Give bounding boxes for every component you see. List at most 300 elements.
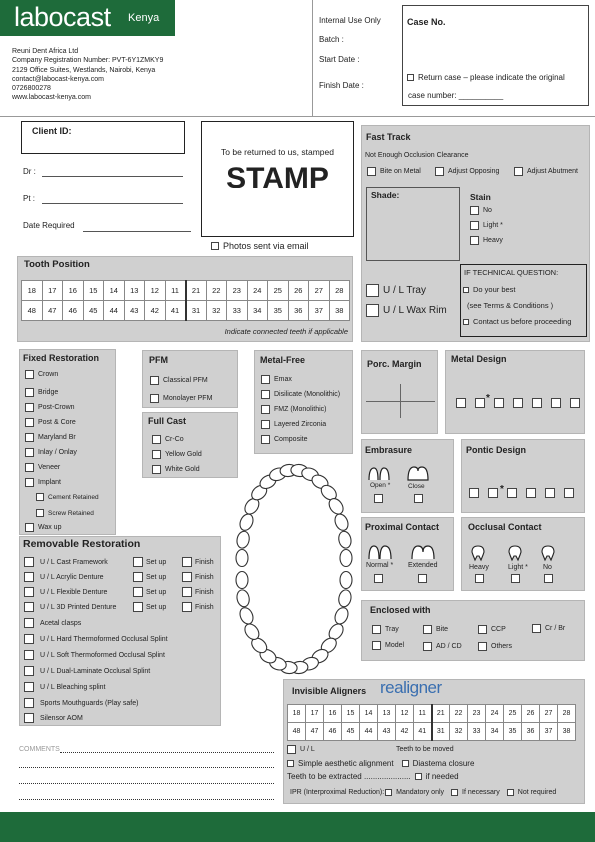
enclosed-bite-checkbox[interactable] [423, 625, 432, 634]
occlusal-heavy-checkbox[interactable] [475, 574, 484, 583]
arch-tooth-icon [235, 589, 250, 608]
proximal-normal-checkbox[interactable] [374, 574, 383, 583]
metal-free-title: Metal-Free [260, 355, 306, 365]
arch-tooth-icon [337, 589, 352, 608]
comments-line[interactable] [60, 752, 274, 753]
setup-checkbox[interactable] [133, 602, 143, 612]
fixed-checkbox[interactable] [25, 418, 34, 427]
removable-checkbox[interactable] [24, 666, 34, 676]
tooth-cell-lower[interactable]: 48 [22, 301, 43, 321]
layered-zirconia-checkbox[interactable] [261, 420, 270, 429]
proximal-normal-label: Normal * [366, 562, 394, 569]
technical-question-title: IF TECHNICAL QUESTION: [464, 268, 559, 277]
tooth-cell-lower[interactable]: 46 [63, 301, 84, 321]
invisible-aligners-panel [283, 679, 585, 804]
aligner-tooth-cell-lower[interactable]: 36 [522, 723, 540, 741]
tooth-cell-lower[interactable]: 44 [104, 301, 125, 321]
finish-label: Finish [195, 573, 214, 581]
enclosed-ccp-checkbox[interactable] [478, 625, 487, 634]
finish-checkbox[interactable] [182, 557, 192, 567]
pfm-label: Classical PFM [163, 377, 208, 384]
logo-bar [0, 0, 175, 36]
pontic-checkbox[interactable] [507, 488, 517, 498]
fixed-label: Crown [38, 371, 59, 378]
comments-label: COMMENTS [19, 746, 60, 753]
aligner-tooth-cell-upper[interactable]: 25 [504, 705, 522, 723]
fixed-checkbox[interactable] [25, 403, 34, 412]
finish-label: Finish [195, 603, 214, 611]
proximal-extended-checkbox[interactable] [418, 574, 427, 583]
implant-option: Cement Retained [48, 493, 99, 501]
stamp-instruction: To be returned to us, stamped [221, 147, 334, 157]
dr-field[interactable] [42, 176, 183, 177]
aligner-tooth-cell-lower[interactable]: 34 [486, 723, 504, 741]
pontic-checkbox[interactable] [469, 488, 479, 498]
option-label: Adjust Abutment [527, 168, 578, 175]
adjust-abutment-checkbox[interactable] [514, 167, 523, 176]
metal-free-panel [254, 350, 353, 454]
setup-checkbox[interactable] [133, 587, 143, 597]
proximal-extended-icon [411, 544, 435, 560]
tooth-cell-upper[interactable]: 22 [206, 281, 227, 301]
ipr-option: Not required [517, 789, 557, 796]
fixed-checkbox[interactable] [25, 388, 34, 397]
setup-checkbox[interactable] [133, 557, 143, 567]
proximal-contact-panel [361, 517, 454, 591]
tooth-cell-lower[interactable]: 37 [309, 301, 330, 321]
removable-checkbox[interactable] [24, 698, 34, 708]
fixed-checkbox[interactable] [25, 478, 34, 487]
full-cast-label: White Gold [165, 466, 200, 473]
cement-retained-checkbox[interactable] [36, 493, 44, 501]
pontic-star: * [500, 484, 504, 495]
emax-checkbox[interactable] [261, 375, 270, 384]
aligner-tooth-cell-lower[interactable]: 37 [540, 723, 558, 741]
tooth-cell-upper[interactable]: 11 [165, 281, 186, 301]
metal-design-title: Metal Design [451, 354, 507, 364]
arch-tooth-icon [340, 550, 352, 567]
ipr-not-required-checkbox[interactable] [507, 789, 514, 796]
pontic-design-panel [461, 439, 585, 513]
pt-field[interactable] [42, 203, 183, 204]
batch-label: Batch : [319, 35, 344, 44]
tooth-cell-upper[interactable]: 27 [309, 281, 330, 301]
removable-label: U / L Cast Framework [40, 558, 108, 566]
aligner-tooth-cell-upper[interactable]: 11 [414, 705, 432, 723]
arch-tooth-icon [333, 606, 351, 626]
aligner-tooth-chart[interactable] [287, 704, 576, 741]
aligner-tooth-cell-upper[interactable]: 18 [288, 705, 306, 723]
company-line[interactable]: contact@labocast-kenya.com [12, 75, 104, 83]
footer-bar [0, 812, 595, 842]
company-line: 0726800278 [12, 85, 51, 93]
fixed-label: Bridge [38, 389, 59, 396]
comments-line[interactable] [19, 783, 274, 784]
date-required-field[interactable] [83, 231, 191, 232]
photos-checkbox[interactable] [211, 242, 219, 250]
metal-free-label: Emax [274, 376, 292, 383]
tooth-cell-upper[interactable]: 18 [22, 281, 43, 301]
fast-track-panel [361, 125, 590, 342]
shade-label: Shade: [371, 190, 400, 200]
monolayer-pfm-checkbox[interactable] [150, 394, 159, 403]
embrasure-close-label: Close [408, 483, 425, 490]
full-cast-label: Yellow Gold [165, 451, 202, 458]
tooth-cell-lower[interactable]: 35 [268, 301, 289, 321]
removable-label: U / L Dual-Laminate Occlusal Splint [40, 667, 151, 675]
disilicate-checkbox[interactable] [261, 390, 270, 399]
pontic-design-title: Pontic Design [466, 445, 527, 455]
enclosed-model-checkbox[interactable] [372, 641, 381, 650]
date-required-label: Date Required [23, 221, 75, 230]
removable-label: U / L Flexible Denture [40, 588, 108, 596]
arch-tooth-icon [238, 606, 256, 626]
removable-checkbox[interactable] [24, 618, 34, 628]
client-id-box[interactable] [21, 121, 185, 154]
fixed-checkbox[interactable] [25, 433, 34, 442]
tooth-cell-upper[interactable]: 14 [104, 281, 125, 301]
aligner-tooth-cell-lower[interactable]: 44 [360, 723, 378, 741]
return-case-number[interactable]: case number: __________ [408, 91, 504, 100]
wax-rim-checkbox[interactable] [366, 304, 379, 317]
removable-label: Acetal clasps [40, 619, 82, 627]
setup-label: Set up [146, 588, 167, 596]
metal-design-checkbox[interactable] [456, 398, 466, 408]
tooth-cell-lower[interactable]: 33 [227, 301, 248, 321]
enclosed-label: AD / CD [436, 643, 462, 650]
porc-margin-v-line [400, 384, 401, 418]
fmz-checkbox[interactable] [261, 405, 270, 414]
aligner-tooth-cell-lower[interactable]: 47 [306, 723, 324, 741]
simple-alignment-label: Simple aesthetic alignment [298, 759, 394, 768]
tooth-cell-upper[interactable]: 23 [227, 281, 248, 301]
embrasure-open-checkbox[interactable] [374, 494, 383, 503]
setup-label: Set up [146, 573, 167, 581]
return-case-text: Return case – please indicate the original [418, 73, 565, 82]
tooth-cell-lower[interactable]: 45 [83, 301, 104, 321]
fixed-label: Implant [38, 479, 61, 486]
composite-checkbox[interactable] [261, 435, 270, 444]
setup-label: Set up [146, 558, 167, 566]
company-line: Reuni Dent Africa Ltd [12, 48, 79, 55]
aligner-tooth-cell-lower[interactable]: 42 [396, 723, 414, 741]
aligner-tooth-cell-lower[interactable]: 31 [432, 723, 450, 741]
tooth-cell-upper[interactable]: 13 [124, 281, 145, 301]
enclosed-label: Bite [436, 626, 449, 633]
removable-label: U / L Soft Thermoformed Occlusal Splint [40, 651, 165, 659]
aligner-tooth-cell-upper[interactable]: 21 [432, 705, 450, 723]
enclosed-cr-br-checkbox[interactable] [532, 624, 541, 633]
tooth-cell-upper[interactable]: 16 [63, 281, 84, 301]
proximal-normal-icon [368, 544, 392, 560]
removable-label: Silensor AOM [40, 714, 83, 722]
metal-free-label: FMZ (Monolithic) [274, 406, 327, 413]
tech-option: Contact us before proceeding [473, 317, 572, 326]
removable-checkbox[interactable] [24, 682, 34, 692]
tooth-cell-lower[interactable]: 36 [288, 301, 309, 321]
tooth-cell-lower[interactable]: 31 [186, 301, 207, 321]
if-needed-checkbox[interactable] [415, 773, 422, 780]
enclosed-ad-cd-checkbox[interactable] [423, 642, 432, 651]
tooth-cell-lower[interactable]: 47 [42, 301, 63, 321]
removable-checkbox[interactable] [24, 572, 34, 582]
stain-label: Heavy [483, 237, 503, 244]
realigner-logo: realigner [380, 678, 442, 697]
setup-checkbox[interactable] [133, 572, 143, 582]
metal-design-checkbox[interactable] [532, 398, 542, 408]
tech-option: Do your best [473, 285, 516, 294]
aligner-tooth-cell-lower[interactable]: 45 [342, 723, 360, 741]
company-line: Company Registration Number: PVT-6Y1ZMKY9 [12, 57, 164, 65]
fast-track-title: Fast Track [366, 132, 411, 142]
removable-checkbox[interactable] [24, 587, 34, 597]
aligner-tooth-cell-lower[interactable]: 41 [414, 723, 432, 741]
if-needed-label: if needed [425, 772, 459, 781]
porc-margin-panel [361, 350, 438, 434]
removable-label: Sports Mouthguards (Play safe) [40, 699, 139, 707]
screw-retained-checkbox[interactable] [36, 509, 44, 517]
tooth-position-note: Indicate connected teeth if applicable [224, 327, 348, 336]
diastema-label: Diastema closure [412, 759, 475, 768]
stain-no-checkbox[interactable] [470, 206, 479, 215]
invisible-aligners-title: Invisible Aligners [292, 686, 367, 696]
aligner-ul-label: U / L [300, 746, 315, 753]
aligner-tooth-cell-upper[interactable]: 28 [558, 705, 576, 723]
shade-box[interactable] [366, 187, 460, 261]
removable-label: U / L Hard Thermoformed Occlusal Splint [40, 635, 168, 643]
comments-line[interactable] [19, 767, 274, 768]
tooth-cell-lower[interactable]: 41 [165, 301, 186, 321]
case-no-label: Case No. [407, 17, 446, 27]
internal-use-label: Internal Use Only [319, 16, 381, 25]
setup-label: Set up [146, 603, 167, 611]
full-cast-panel [142, 412, 238, 478]
header-divider-h [0, 116, 595, 117]
classical-pfm-checkbox[interactable] [150, 376, 159, 385]
tooth-position-chart[interactable] [21, 280, 350, 321]
enclosed-with-panel [361, 600, 585, 661]
embrasure-close-checkbox[interactable] [414, 494, 423, 503]
metal-design-checkbox[interactable] [570, 398, 580, 408]
removable-label: U / L Bleaching splint [40, 683, 106, 691]
tooth-cell-lower[interactable]: 34 [247, 301, 268, 321]
wax-rim-label: U / L Wax Rim [383, 305, 447, 316]
metal-design-checkbox[interactable] [475, 398, 485, 408]
occlusal-no-label: No [543, 564, 552, 571]
aligner-tooth-cell-lower[interactable]: 48 [288, 723, 306, 741]
enclosed-label: Cr / Br [545, 625, 566, 632]
pfm-title: PFM [149, 355, 168, 365]
wax-up-label: Wax up [38, 524, 62, 531]
enclosed-label: CCP [491, 626, 506, 633]
contact-us-checkbox[interactable] [463, 319, 469, 325]
ipr-mandatory-checkbox[interactable] [385, 789, 392, 796]
company-line[interactable]: www.labocast-kenya.com [12, 94, 91, 102]
stain-heavy-checkbox[interactable] [470, 236, 479, 245]
aligner-tooth-cell-upper[interactable]: 14 [360, 705, 378, 723]
occlusal-no-checkbox[interactable] [544, 574, 553, 583]
enclosed-others-checkbox[interactable] [478, 642, 487, 651]
technical-question-box [460, 264, 587, 337]
metal-design-checkbox[interactable] [494, 398, 504, 408]
fixed-checkbox[interactable] [25, 463, 34, 472]
metal-free-label: Layered Zirconia [274, 421, 327, 428]
comments-line[interactable] [19, 799, 274, 800]
dental-arch-diagram[interactable] [234, 462, 354, 676]
ipr-label: IPR (Interproximal Reduction): [290, 789, 385, 796]
fixed-checkbox[interactable] [25, 370, 34, 379]
implant-option: Screw Retained [48, 509, 94, 517]
company-info [12, 47, 163, 103]
aligner-tooth-cell-lower[interactable]: 32 [450, 723, 468, 741]
teeth-moved-label: Teeth to be moved [396, 746, 454, 753]
removable-label: U / L 3D Printed Denture [40, 603, 117, 611]
pfm-label: Monolayer PFM [163, 395, 213, 402]
aligner-tooth-cell-lower[interactable]: 43 [378, 723, 396, 741]
fixed-label: Post & Core [38, 419, 76, 426]
start-date-label: Start Date : [319, 55, 360, 64]
metal-free-label: Disilicate (Monolithic) [274, 391, 341, 398]
tooth-cell-upper[interactable]: 28 [329, 281, 350, 301]
finish-date-label: Finish Date : [319, 81, 364, 90]
aligner-tooth-cell-lower[interactable]: 38 [558, 723, 576, 741]
tooth-cell-lower[interactable]: 32 [206, 301, 227, 321]
occlusal-contact-panel [461, 517, 585, 591]
fixed-restoration-panel [19, 349, 116, 535]
diastema-checkbox[interactable] [402, 760, 409, 767]
tooth-cell-upper[interactable]: 21 [186, 281, 207, 301]
tooth-cell-upper[interactable]: 26 [288, 281, 309, 301]
ipr-if-necessary-checkbox[interactable] [451, 789, 458, 796]
removable-restoration-panel [19, 536, 221, 726]
aligner-tooth-cell-upper[interactable]: 13 [378, 705, 396, 723]
do-your-best-checkbox[interactable] [463, 287, 469, 293]
removable-checkbox[interactable] [24, 557, 34, 567]
enclosed-label: Others [491, 643, 513, 650]
aligner-tooth-cell-upper[interactable]: 17 [306, 705, 324, 723]
full-cast-title: Full Cast [148, 416, 187, 426]
stain-label: Light * [483, 222, 503, 229]
metal-design-checkbox[interactable] [551, 398, 561, 408]
tooth-cell-upper[interactable]: 12 [145, 281, 166, 301]
option-label: Adjust Opposing [448, 168, 500, 175]
finish-checkbox[interactable] [182, 587, 192, 597]
fixed-label: Maryland Br [38, 434, 76, 441]
embrasure-title: Embrasure [365, 445, 413, 455]
adjust-opposing-checkbox[interactable] [435, 167, 444, 176]
embrasure-close-icon [407, 466, 429, 482]
stain-title: Stain [470, 192, 491, 202]
tooth-cell-lower[interactable]: 38 [329, 301, 350, 321]
tooth-cell-upper[interactable]: 15 [83, 281, 104, 301]
tooth-cell-upper[interactable]: 25 [268, 281, 289, 301]
aligner-tooth-cell-upper[interactable]: 24 [486, 705, 504, 723]
tooth-cell-upper[interactable]: 17 [42, 281, 63, 301]
header-divider-v [312, 0, 313, 116]
finish-label: Finish [195, 588, 214, 596]
return-case-checkbox[interactable] [407, 74, 414, 81]
aligner-tooth-cell-lower[interactable]: 35 [504, 723, 522, 741]
aligner-ul-checkbox[interactable] [287, 745, 296, 754]
aligner-tooth-cell-upper[interactable]: 15 [342, 705, 360, 723]
terms-link[interactable]: (see Terms & Conditions ) [467, 301, 554, 310]
stamp-box [201, 121, 354, 237]
yellow-gold-checkbox[interactable] [152, 450, 161, 459]
aligner-tooth-cell-upper[interactable]: 26 [522, 705, 540, 723]
fixed-label: Post-Crown [38, 404, 75, 411]
enclosed-tray-checkbox[interactable] [372, 625, 381, 634]
proximal-contact-title: Proximal Contact [365, 522, 440, 532]
cr-co-checkbox[interactable] [152, 435, 161, 444]
extracted-label[interactable]: Teeth to be extracted ..................... [287, 772, 411, 781]
removable-checkbox[interactable] [24, 650, 34, 660]
photos-label: Photos sent via email [223, 241, 309, 251]
enclosed-label: Tray [385, 626, 399, 633]
arch-tooth-icon [333, 512, 351, 532]
pontic-checkbox[interactable] [488, 488, 498, 498]
enclosed-with-title: Enclosed with [370, 605, 431, 615]
removable-checkbox[interactable] [24, 634, 34, 644]
full-cast-label: Cr-Co [165, 436, 184, 443]
ipr-option: If necessary [462, 789, 500, 796]
occlusal-light-label: Light * [508, 564, 528, 571]
tooth-cell-lower[interactable]: 42 [145, 301, 166, 321]
pfm-panel [142, 350, 238, 408]
occlusal-no-icon [540, 544, 556, 562]
tray-checkbox[interactable] [366, 284, 379, 297]
fixed-label: Veneer [38, 464, 61, 471]
aligner-tooth-cell-upper[interactable]: 12 [396, 705, 414, 723]
finish-checkbox[interactable] [182, 602, 192, 612]
pontic-checkbox[interactable] [564, 488, 574, 498]
arch-tooth-icon [236, 550, 248, 567]
occlusal-light-checkbox[interactable] [511, 574, 520, 583]
aligner-tooth-cell-upper[interactable]: 22 [450, 705, 468, 723]
tooth-position-panel [17, 256, 353, 342]
tooth-cell-lower[interactable]: 43 [124, 301, 145, 321]
pontic-checkbox[interactable] [545, 488, 555, 498]
aligner-tooth-cell-upper[interactable]: 23 [468, 705, 486, 723]
arch-tooth-icon [235, 530, 250, 549]
pontic-checkbox[interactable] [526, 488, 536, 498]
stain-light-checkbox[interactable] [470, 221, 479, 230]
aligner-tooth-cell-lower[interactable]: 33 [468, 723, 486, 741]
embrasure-open-icon [368, 466, 390, 482]
fixed-checkbox[interactable] [25, 448, 34, 457]
tooth-cell-upper[interactable]: 24 [247, 281, 268, 301]
embrasure-panel [361, 439, 454, 513]
removable-checkbox[interactable] [24, 713, 34, 723]
wax-up-checkbox[interactable] [25, 523, 34, 532]
case-no-box[interactable] [402, 5, 589, 106]
removable-restoration-title: Removable Restoration [23, 538, 141, 550]
bite-on-metal-checkbox[interactable] [367, 167, 376, 176]
removable-checkbox[interactable] [24, 602, 34, 612]
aligner-tooth-cell-upper[interactable]: 16 [324, 705, 342, 723]
simple-alignment-checkbox[interactable] [287, 760, 294, 767]
aligner-tooth-cell-upper[interactable]: 27 [540, 705, 558, 723]
occlusal-heavy-label: Heavy [469, 564, 489, 571]
company-line: 2129 Office Suites, Westlands, Nairobi, Kenya [12, 66, 156, 74]
occlusal-heavy-icon [470, 544, 486, 562]
finish-checkbox[interactable] [182, 572, 192, 582]
stain-label: No [483, 207, 492, 214]
white-gold-checkbox[interactable] [152, 465, 161, 474]
metal-design-checkbox[interactable] [513, 398, 523, 408]
client-id-label: Client ID: [32, 126, 72, 136]
aligner-tooth-cell-lower[interactable]: 46 [324, 723, 342, 741]
stamp-text: STAMP [226, 162, 329, 188]
